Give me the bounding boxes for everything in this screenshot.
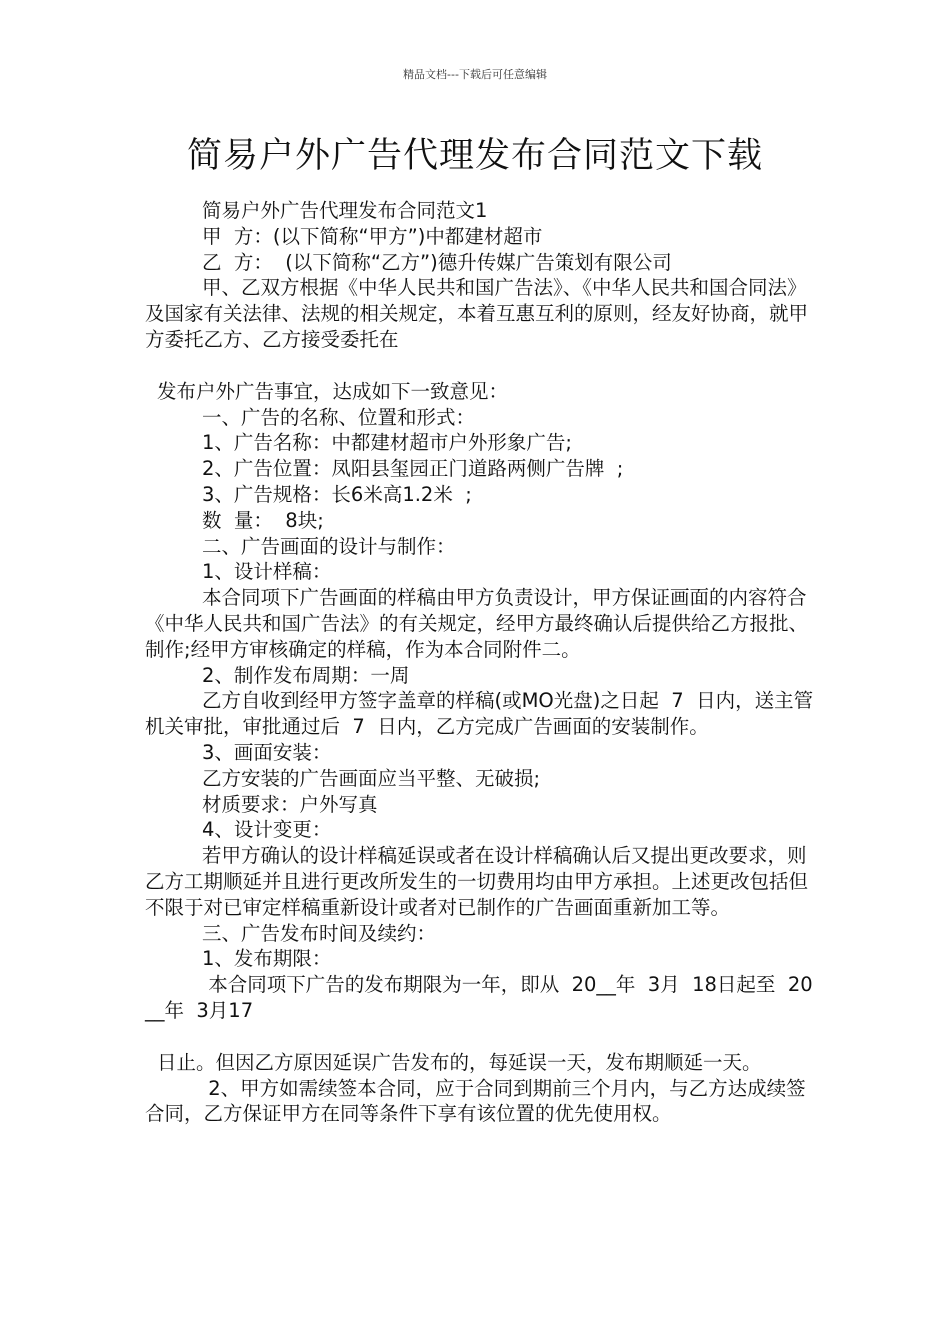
blank-line — [145, 1024, 815, 1050]
paragraph: 若甲方确认的设计样稿延误或者在设计样稿确认后又提出更改要求，则乙方工期顺延并且进行更改所发生的一切费用均由甲方承担。上述更改包括但不限于对已审定样稿重新设计或者对已制作的广告画面重新加工等。 — [145, 844, 809, 919]
paragraph: 三、广告发布时间及续约： — [202, 921, 437, 945]
paragraph: 乙 方： (以下简称“乙方”)德升传媒广告策划有限公司 — [202, 250, 672, 274]
paragraph: 数 量： 8块; — [202, 508, 324, 532]
paragraph: 一、广告的名称、位置和形式： — [202, 405, 476, 429]
document-body — [145, 198, 815, 1127]
paragraph: 3、画面安装： — [202, 740, 332, 764]
paragraph: 甲、乙双方根据《中华人民共和国广告法》、《中华人民共和国合同法》及国家有关法律、法规的相关规定，本着互惠互利的原则，经友好协商，就甲方委托乙方、乙方接受委托在 — [145, 276, 809, 351]
paragraph: 4、设计变更： — [202, 818, 332, 842]
paragraph: 本合同项下广告的发布期限为一年，即从 20__年 3月 18日起至 20__年 3月17 — [145, 973, 813, 1022]
paragraph: 3、广告规格：长6米高1.2米 ; — [202, 482, 472, 506]
paragraph: 乙方安装的广告画面应当平整、无破损; — [202, 766, 541, 790]
paragraph: 2、甲方如需续签本合同，应于合同到期前三个月内，与乙方达成续签合同，乙方保证甲方在同等条件下享有该位置的优先使用权。 — [145, 1076, 806, 1126]
blank-line — [145, 353, 815, 379]
paragraph: 二、广告画面的设计与制作： — [202, 534, 456, 558]
paragraph: 2、广告位置：凤阳县玺园正门道路两侧广告牌 ; — [202, 457, 624, 481]
paragraph: 1、广告名称：中都建材超市户外形象广告; — [202, 431, 572, 455]
paragraph: 1、发布期限： — [202, 947, 332, 971]
paragraph: 甲 方：(以下简称“甲方”)中都建材超市 — [202, 224, 543, 248]
paragraph: 2、制作发布周期：一周 — [202, 663, 410, 687]
paragraph: 简易户外广告代理发布合同范文1 — [202, 199, 488, 222]
page-header: 精品文档---下载后可任意编辑 — [403, 68, 547, 81]
paragraph: 发布户外广告事宜，达成如下一致意见： — [157, 379, 509, 403]
paragraph: 本合同项下广告画面的样稿由甲方负责设计，甲方保证画面的内容符合《中华人民共和国广告法》的有关规定，经甲方最终确认后提供给乙方报批、制作;经甲方审核确定的样稿，作为本合同附件二。 — [145, 586, 809, 661]
document-title: 简易户外广告代理发布合同范文下载 — [186, 136, 763, 176]
paragraph: 日止。但因乙方原因延误广告发布的，每延误一天，发布期顺延一天。 — [157, 1050, 762, 1074]
paragraph: 乙方自收到经甲方签字盖章的样稿(或MO光盘)之日起 7 日内，送主管机关审批，审批通过后 7 日内，乙方完成广告画面的安装制作。 — [145, 689, 814, 739]
paragraph: 材质要求：户外写真 — [202, 792, 378, 816]
paragraph: 1、设计样稿： — [202, 560, 332, 584]
